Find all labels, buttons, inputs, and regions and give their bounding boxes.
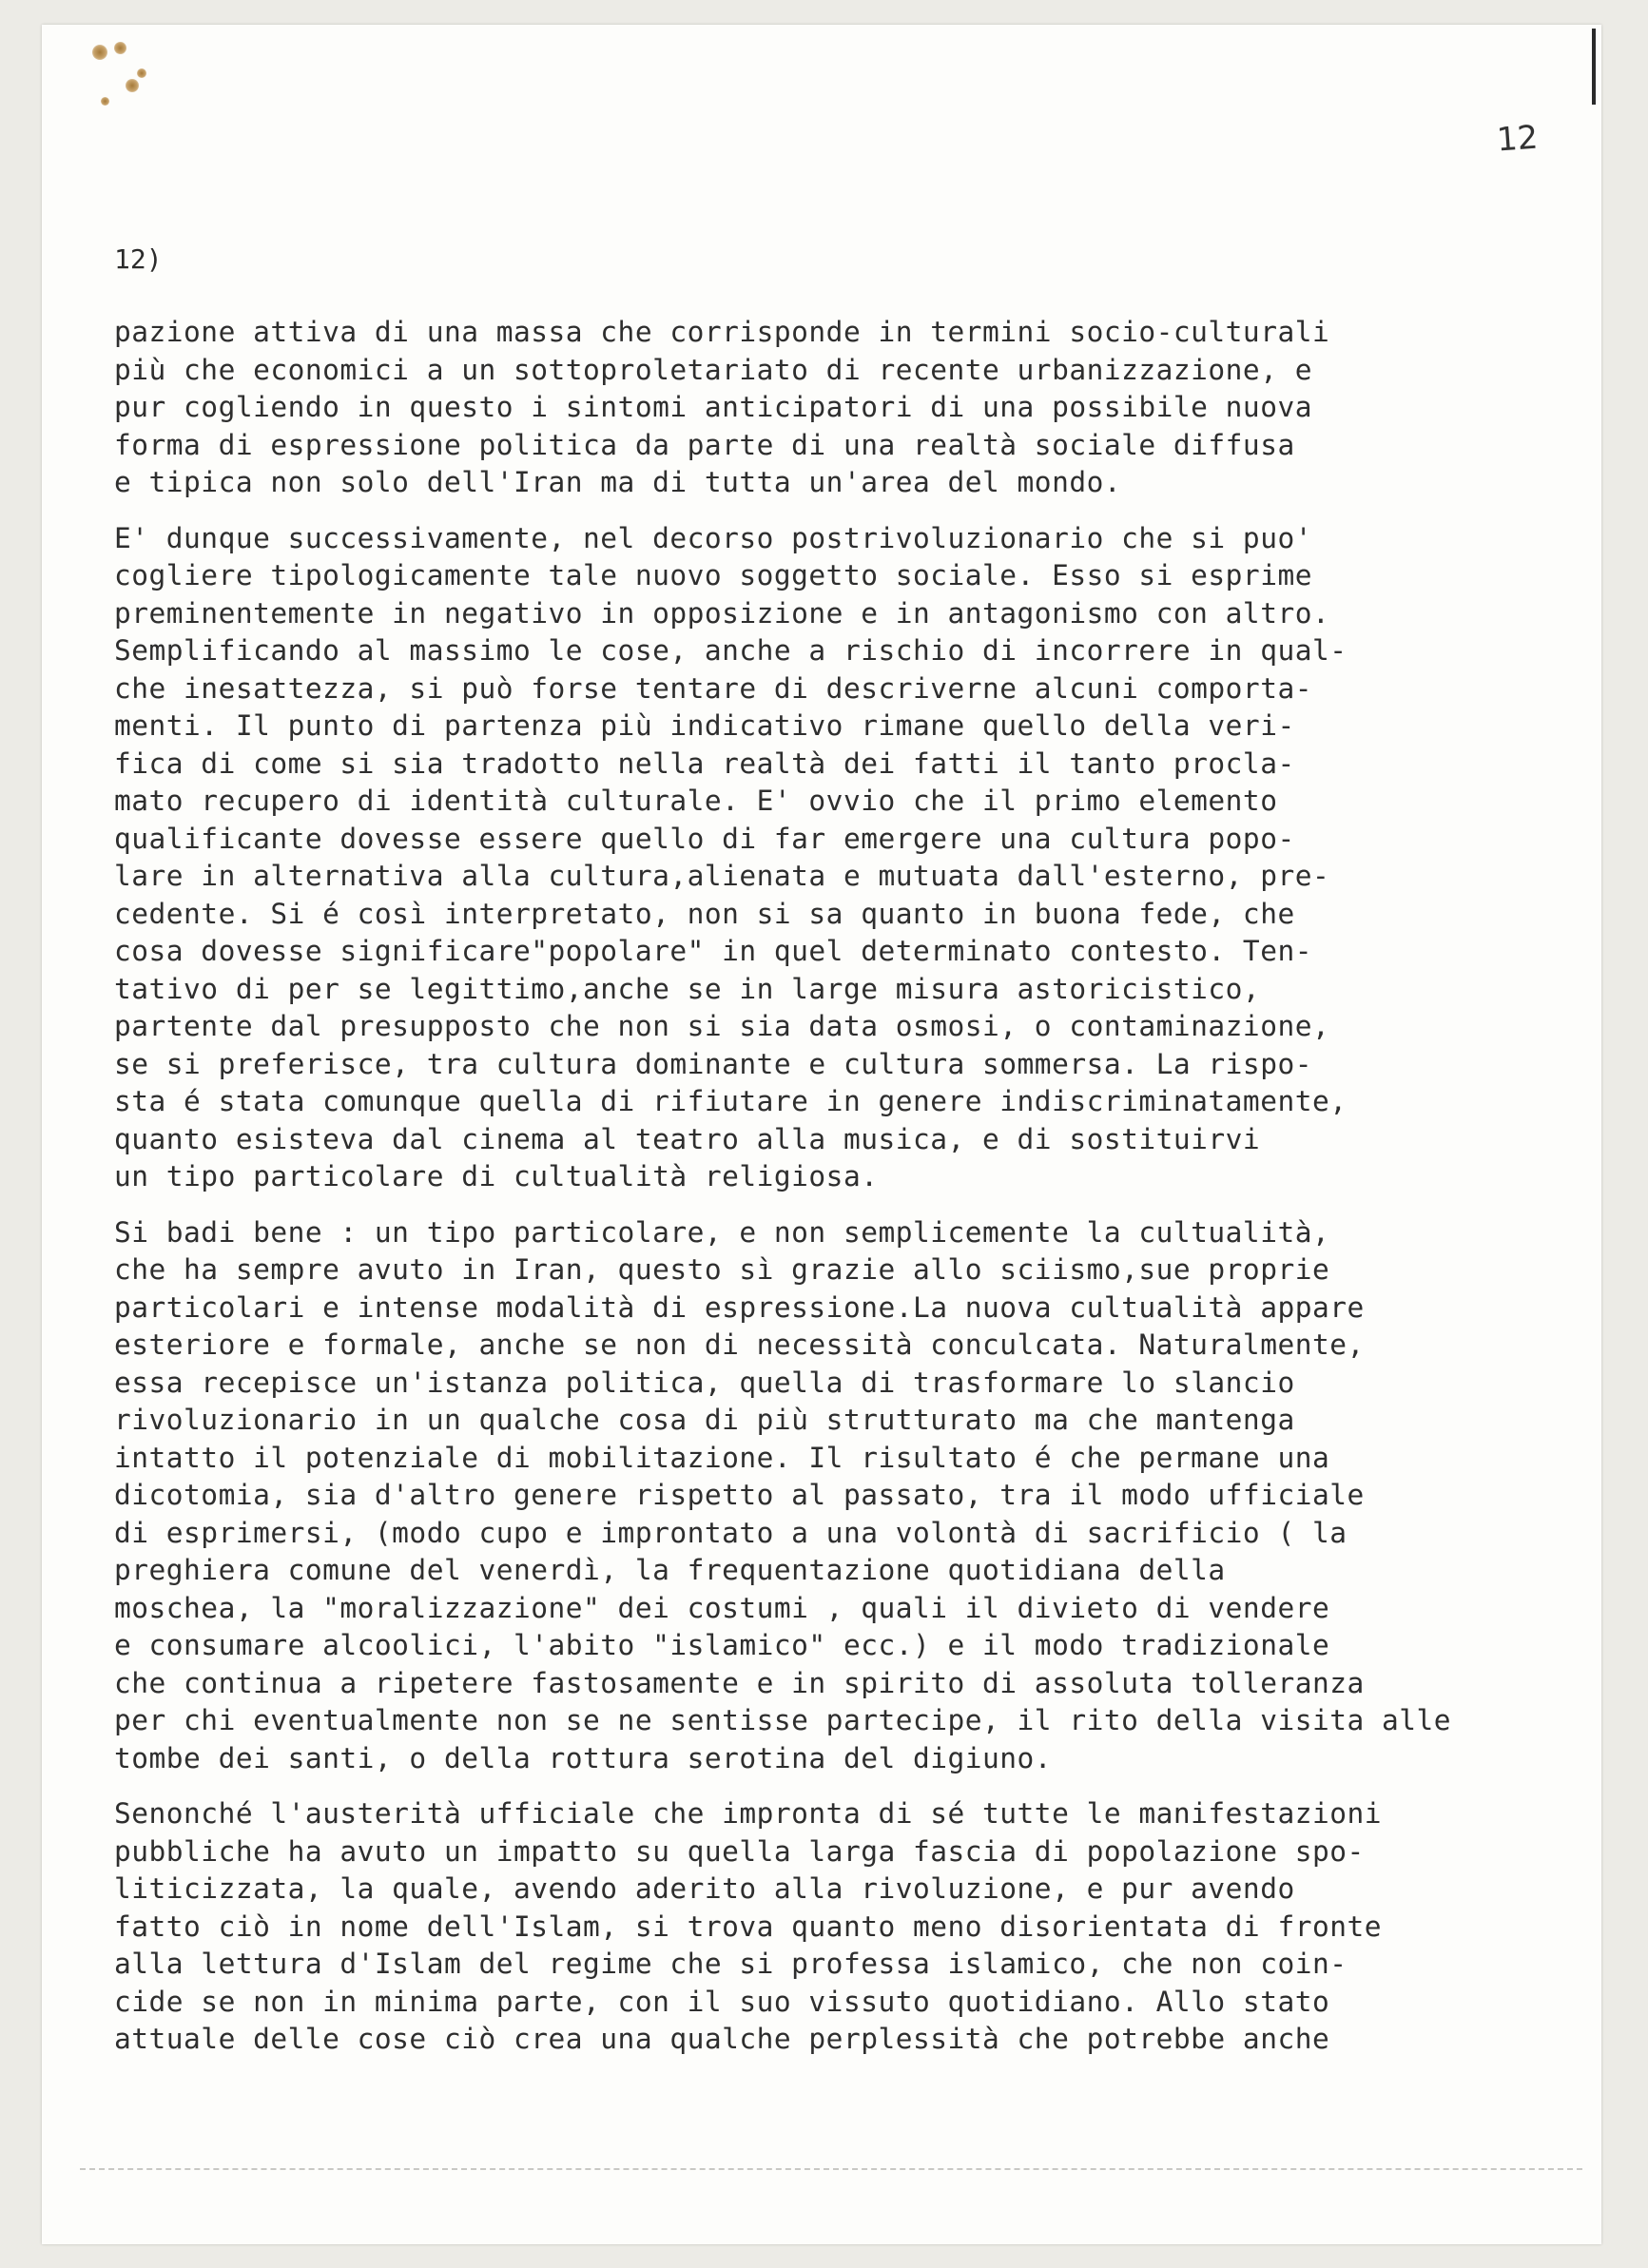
- text-line: alla lettura d'Islam del regime che si professa islamico, che non coin-: [114, 1948, 1347, 1980]
- text-line: più che economici a un sottoproletariato di recente urbanizzazione, e: [114, 353, 1312, 386]
- rust-stain: [137, 68, 146, 78]
- text-line: se si preferisce, tra cultura dominante e cultura sommersa. La rispo-: [114, 1047, 1312, 1080]
- text-line: attuale delle cose ciò crea una qualche perplessità che potrebbe anche: [114, 2023, 1330, 2055]
- text-line: tativo di per se legittimo,anche se in large misura astoricistico,: [114, 972, 1261, 1005]
- text-line: cogliere tipologicamente tale nuovo soggetto sociale. Esso si esprime: [114, 559, 1312, 591]
- text-line: di esprimersi, (modo cupo e improntato a una volontà di sacrificio ( la: [114, 1516, 1347, 1549]
- text-line: un tipo particolare di cultualità religiosa.: [114, 1160, 879, 1192]
- text-line: esteriore e formale, anche se non di necessità conculcata. Naturalmente,: [114, 1328, 1365, 1361]
- text-line: moschea, la "moralizzazione" dei costumi , quali il divieto di vendere: [114, 1591, 1330, 1624]
- text-line: che inesattezza, si può forse tentare di descriverne alcuni comporta-: [114, 671, 1312, 705]
- rust-stain: [101, 97, 109, 106]
- text-line: che ha sempre avuto in Iran, questo sì grazie allo sciismo,sue proprie: [114, 1253, 1330, 1286]
- paragraph: [114, 1214, 1560, 1778]
- text-line: intatto il potenziale di mobilitazione. Il risultato é che permane una: [114, 1441, 1330, 1474]
- text-line: dicotomia, sia d'altro genere rispetto al passato, tra il modo ufficiale: [114, 1479, 1365, 1511]
- text-line: Senonché l'austerità ufficiale che impronta di sé tutte le manifestazioni: [114, 1797, 1383, 1830]
- text-line: fica di come si sia tradotto nella realtà dei fatti il tanto procla-: [114, 746, 1295, 780]
- text-line: e tipica non solo dell'Iran ma di tutta un'area del mondo.: [114, 466, 1122, 498]
- text-line: qualificante dovesse essere quello di far emergere una cultura popo-: [114, 822, 1295, 855]
- paragraph: [114, 520, 1560, 1196]
- text-line: partente dal presupposto che non si sia data osmosi, o contaminazione,: [114, 1010, 1330, 1042]
- text-line: sta é stata comunque quella di rifiutare in genere indiscriminatamente,: [114, 1085, 1347, 1117]
- rust-stain: [114, 42, 126, 54]
- text-line: preminentemente in negativo in opposizione e in antagonismo con altro.: [114, 596, 1330, 630]
- paragraph: [114, 314, 1560, 502]
- text-line: Semplificando al massimo le cose, anche a rischio di incorrere in qual-: [114, 634, 1347, 667]
- text-line: e consumare alcoolici, l'abito "islamico" ecc.) e il modo tradizionale: [114, 1629, 1330, 1661]
- text-line: liticizzata, la quale, avendo aderito alla rivoluzione, e pur avendo: [114, 1872, 1295, 1905]
- text-line: pur cogliendo in questo i sintomi anticipatori di una possibile nuova: [114, 391, 1312, 423]
- text-line: Si badi bene : un tipo particolare, e non semplicemente la cultualità,: [114, 1215, 1330, 1249]
- text-line: forma di espressione politica da parte di una realtà sociale diffusa: [114, 428, 1295, 461]
- text-line: particolari e intense modalità di espressione.La nuova cultualità appare: [114, 1290, 1365, 1324]
- text-line: tombe dei santi, o della rottura serotina del digiuno.: [114, 1741, 1053, 1774]
- page-divider: [80, 2168, 1582, 2170]
- text-line: rivoluzionario in un qualche cosa di più strutturato ma che mantenga: [114, 1404, 1295, 1436]
- text-line: fatto ciò in nome dell'Islam, si trova quanto meno disorientata di fronte: [114, 1909, 1383, 1943]
- text-line: pazione attiva di una massa che corrisponde in termini socio-culturali: [114, 316, 1330, 348]
- text-line: che continua a ripetere fastosamente e in spirito di assoluta tolleranza: [114, 1666, 1365, 1699]
- text-line: cosa dovesse significare"popolare" in quel determinato contesto. Ten-: [114, 935, 1312, 967]
- text-line: mato recupero di identità culturale. E' ovvio che il primo elemento: [114, 785, 1278, 817]
- typed-text-body: [114, 314, 1560, 2077]
- rust-stain: [92, 45, 107, 60]
- text-line: quanto esisteva dal cinema al teatro alla musica, e di sostituirvi: [114, 1122, 1261, 1155]
- paragraph: [114, 1795, 1560, 2059]
- text-line: menti. Il punto di partenza più indicativo rimane quello della veri-: [114, 709, 1295, 742]
- text-line: E' dunque successivamente, nel decorso postrivoluzionario che si puo': [114, 521, 1312, 554]
- text-line: lare in alternativa alla cultura,alienata e mutuata dall'esterno, pre-: [114, 860, 1330, 892]
- text-line: preghiera comune del venerdì, la frequentazione quotidiana della: [114, 1554, 1226, 1586]
- page-edge-mark: [1592, 29, 1596, 105]
- text-line: essa recepisce un'istanza politica, quella di trasformare lo slancio: [114, 1366, 1295, 1399]
- document-page: [42, 25, 1601, 2244]
- page-number: 12: [1495, 118, 1540, 160]
- section-label: 12): [114, 243, 163, 275]
- text-line: cedente. Si é così interpretato, non si sa quanto in buona fede, che: [114, 897, 1295, 930]
- text-line: per chi eventualmente non se ne sentisse partecipe, il rito della visita alle: [114, 1704, 1452, 1736]
- text-line: cide se non in minima parte, con il suo vissuto quotidiano. Allo stato: [114, 1985, 1330, 2018]
- text-line: pubbliche ha avuto un impatto su quella larga fascia di popolazione spo-: [114, 1834, 1365, 1868]
- rust-stain: [126, 79, 139, 92]
